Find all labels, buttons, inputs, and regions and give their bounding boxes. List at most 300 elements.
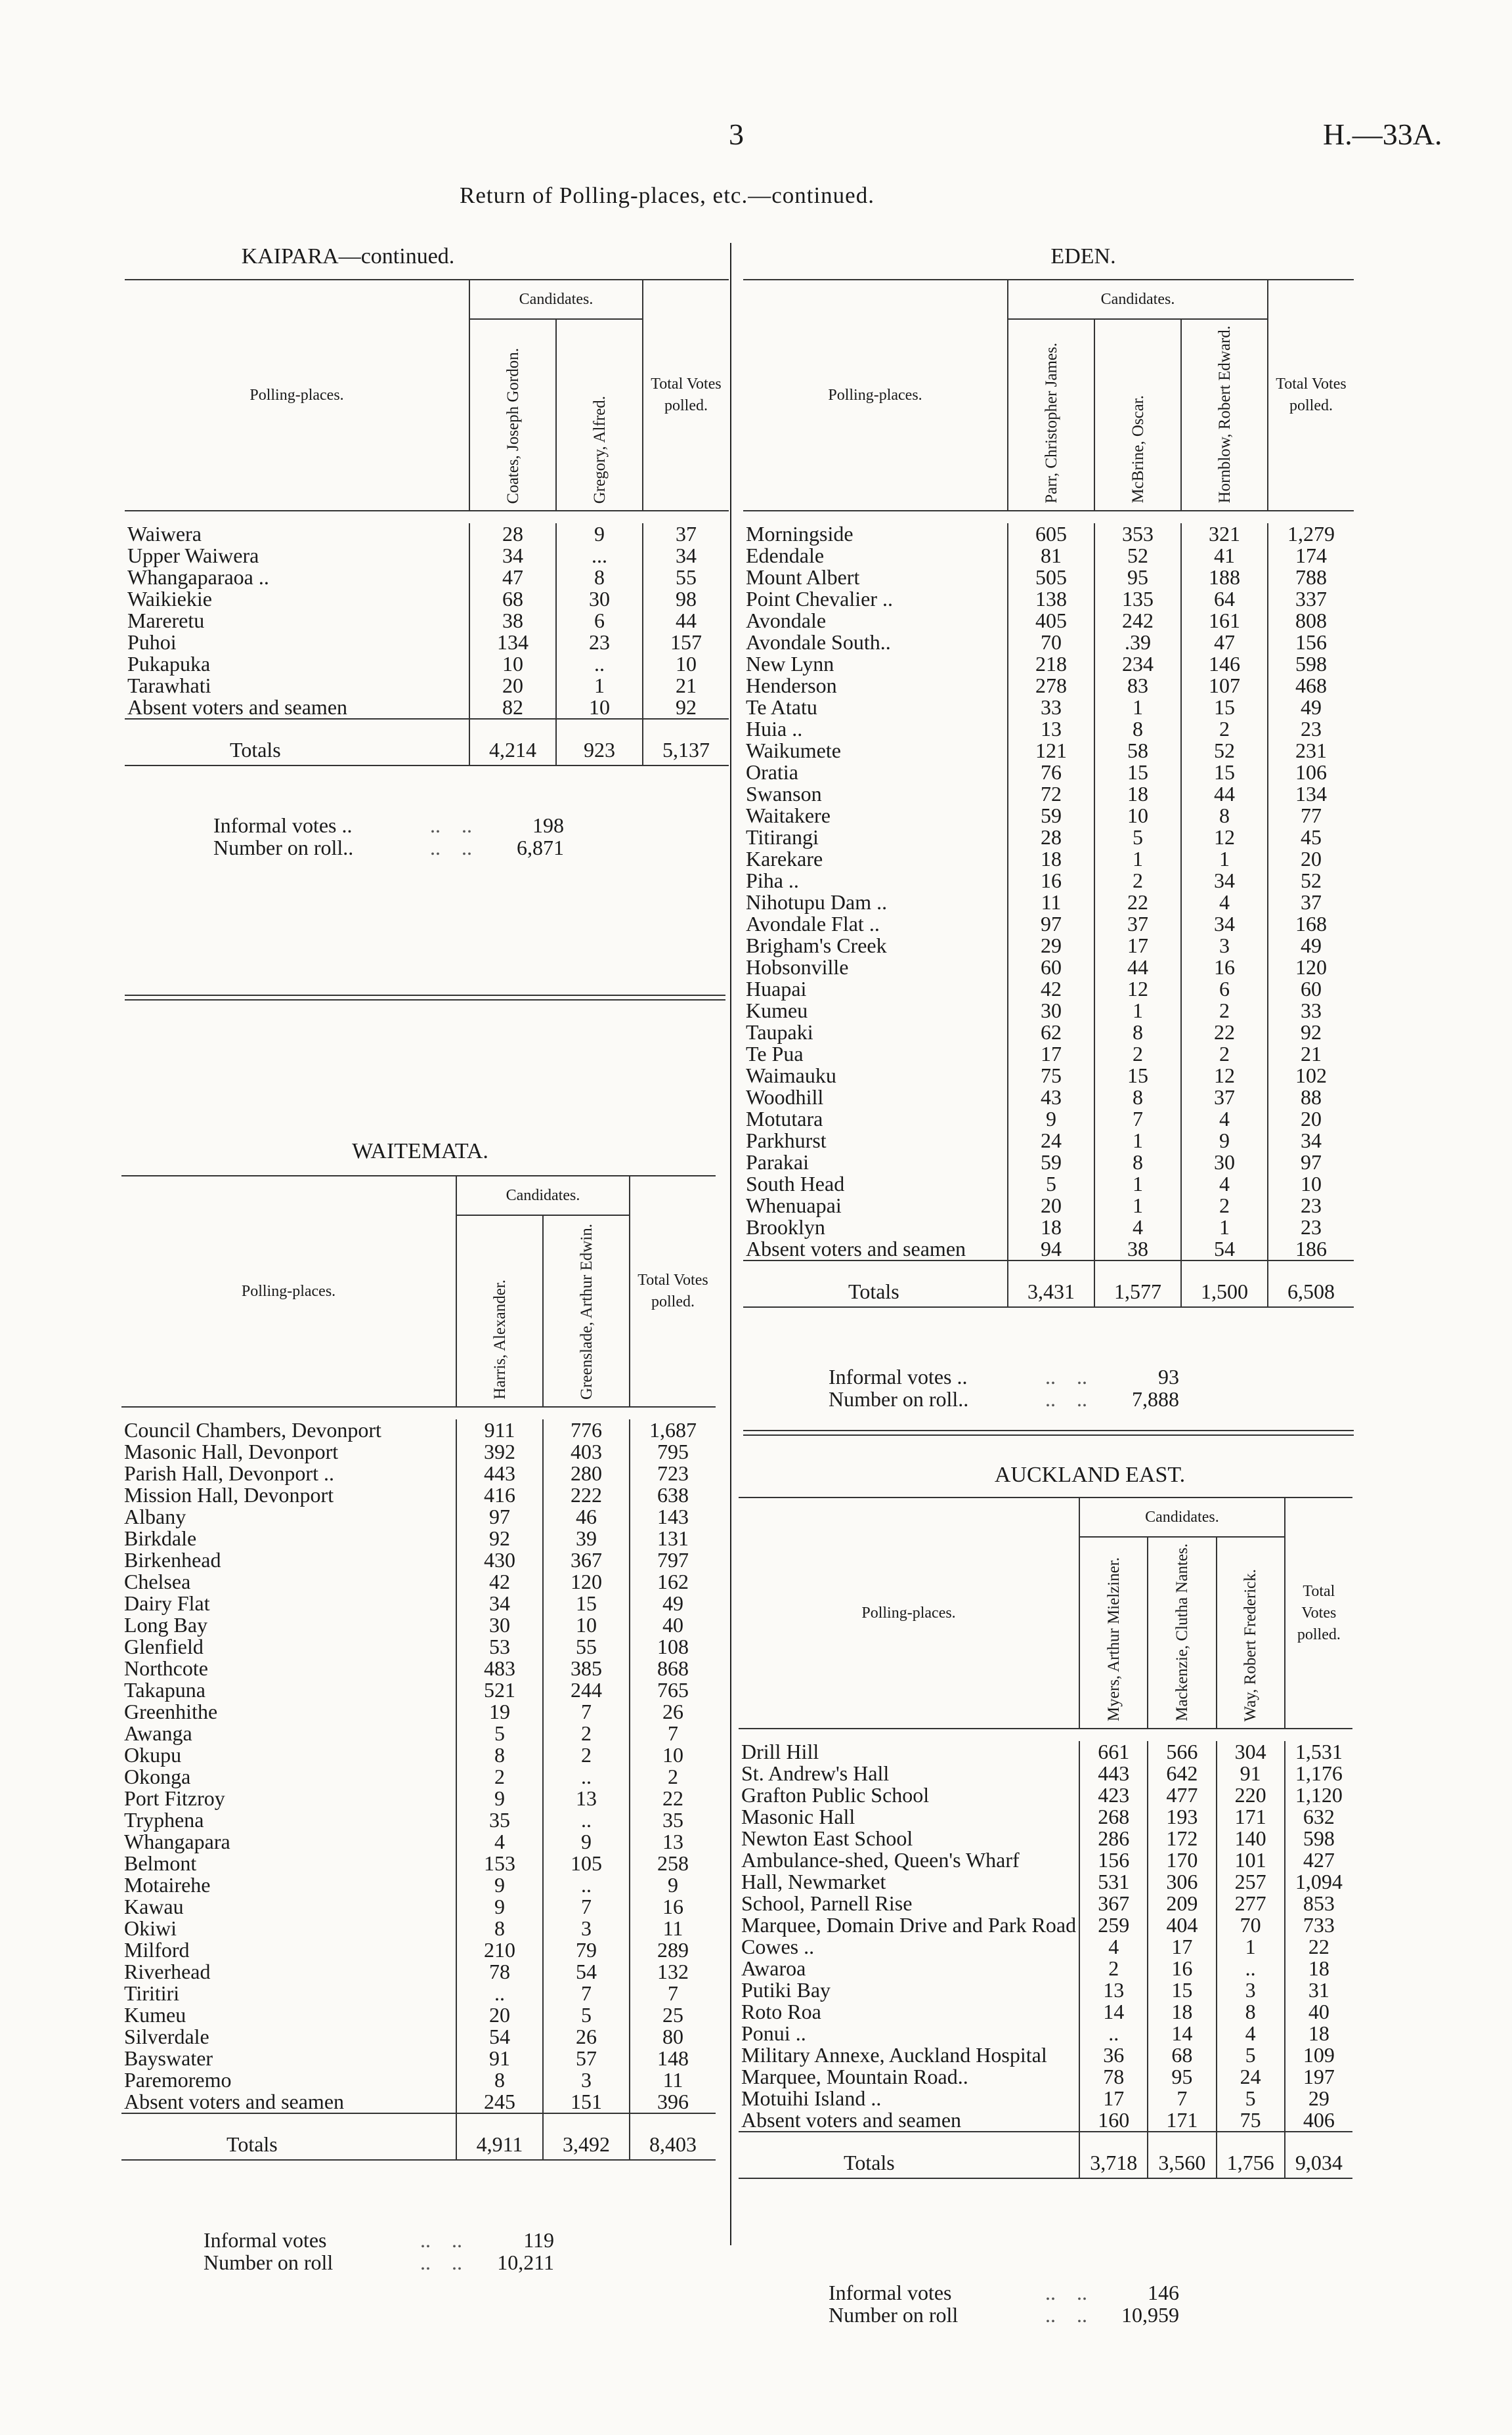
candidate-votes: 54 xyxy=(1181,1238,1268,1261)
candidate-votes: 9 xyxy=(456,1874,543,1896)
totals-label: Totals xyxy=(743,1261,1008,1307)
table-row xyxy=(125,653,729,675)
candidate-votes: 15 xyxy=(1181,762,1268,783)
table-row xyxy=(125,523,729,545)
polling-place: Birkdale xyxy=(124,1526,197,1550)
candidate-votes: 9 xyxy=(1008,1108,1094,1130)
candidate-votes: 46 xyxy=(543,1506,630,1528)
candidate-votes: 403 xyxy=(543,1441,630,1463)
candidate-votes: 6 xyxy=(1181,978,1268,1000)
candidate-votes: 7 xyxy=(543,1701,630,1723)
total-votes: 33 xyxy=(1268,1000,1354,1022)
table-row xyxy=(121,1528,716,1549)
total-votes: 638 xyxy=(630,1484,716,1506)
polling-place: Ponui .. xyxy=(741,2021,806,2045)
table-row xyxy=(739,1828,1352,1849)
eden-candidate-name-text: McBrine, Oscar. xyxy=(1129,395,1147,504)
candidate-votes: 58 xyxy=(1094,740,1181,762)
eden-candidate-name-text: Parr, Christopher James. xyxy=(1042,343,1060,504)
candidate-votes: 416 xyxy=(456,1484,543,1506)
polling-place: St. Andrew's Hall xyxy=(741,1761,890,1785)
table-row xyxy=(739,1849,1352,1871)
total-votes: 92 xyxy=(1268,1022,1354,1043)
table-row xyxy=(739,2066,1352,2088)
candidate-votes: 134 xyxy=(469,632,556,653)
auckland-east-roll-value: 10,959 xyxy=(1121,2303,1179,2327)
eden-roll-label: Number on roll.. xyxy=(829,1387,969,1411)
table-row xyxy=(121,1701,716,1723)
candidate-votes: 566 xyxy=(1148,1741,1216,1763)
table-row xyxy=(739,2044,1352,2066)
candidate-votes: ... xyxy=(556,545,643,567)
total-votes: 156 xyxy=(1268,632,1354,653)
candidate-votes: 8 xyxy=(1181,805,1268,827)
waitemata-title: WAITEMATA. xyxy=(352,1139,488,1163)
candidate-votes: 37 xyxy=(1094,913,1181,935)
candidate-total: 3,560 xyxy=(1148,2132,1216,2178)
candidate-votes: 10 xyxy=(1094,805,1181,827)
polling-place: Karekare xyxy=(746,847,823,871)
candidate-votes: 483 xyxy=(456,1658,543,1679)
candidate-votes: .. xyxy=(1079,2023,1148,2044)
total-votes: 733 xyxy=(1285,1914,1352,1936)
candidate-votes: 18 xyxy=(1008,1217,1094,1238)
polling-place: Ambulance-shed, Queen's Wharf xyxy=(741,1848,1020,1872)
candidate-votes: 423 xyxy=(1079,1784,1148,1806)
candidate-votes: 79 xyxy=(543,1939,630,1961)
table-row xyxy=(121,1484,716,1506)
candidate-votes: 60 xyxy=(1008,957,1094,978)
candidate-votes: 15 xyxy=(543,1593,630,1614)
candidate-votes: 321 xyxy=(1181,523,1268,545)
total-votes: 18 xyxy=(1285,2023,1352,2044)
candidate-votes: 94 xyxy=(1008,1238,1094,1261)
candidate-votes: .. xyxy=(543,1766,630,1788)
polling-place: Puhoi xyxy=(127,630,177,654)
table-row xyxy=(743,1108,1354,1130)
polling-place: Brooklyn xyxy=(746,1215,825,1239)
polling-place: Mission Hall, Devonport xyxy=(124,1483,334,1507)
polling-place: Brigham's Creek xyxy=(746,934,887,957)
candidate-votes: 171 xyxy=(1148,2109,1216,2132)
eden-candidate-name xyxy=(1094,319,1181,511)
table-row xyxy=(121,2069,716,2091)
polling-place: Avondale Flat .. xyxy=(746,912,880,936)
auckland-east-summary: Informal votes .. .. 146 Number on roll .. .. 10,959 xyxy=(829,2281,1179,2327)
candidate-votes: 37 xyxy=(1181,1087,1268,1108)
total-votes: 31 xyxy=(1285,1979,1352,2001)
table-row xyxy=(121,1831,716,1853)
total-votes: 37 xyxy=(1268,892,1354,913)
eden-table xyxy=(743,279,1354,1308)
table-row xyxy=(739,1806,1352,1828)
candidate-votes: 17 xyxy=(1148,1936,1216,1958)
table-row xyxy=(121,1636,716,1658)
polling-place: Kumeu xyxy=(124,2003,186,2027)
table-row xyxy=(739,1871,1352,1893)
auckland-east-candidate-name-text: Mackenzie, Clutha Nantes. xyxy=(1173,1543,1191,1721)
total-votes: 35 xyxy=(630,1809,716,1831)
candidate-votes: 17 xyxy=(1094,935,1181,957)
polling-place: Hobsonville xyxy=(746,955,849,979)
table-row xyxy=(743,1238,1354,1261)
candidate-votes: 41 xyxy=(1181,545,1268,567)
total-votes: 44 xyxy=(643,610,729,632)
waitemata-polling-places-header: Polling-places. xyxy=(121,1176,456,1407)
polling-place: Te Pua xyxy=(746,1042,804,1066)
eden-candidate-name xyxy=(1181,319,1268,511)
candidate-votes: 3 xyxy=(543,2069,630,2091)
waitemata-candidate-name xyxy=(456,1215,543,1407)
candidate-votes: 6 xyxy=(556,610,643,632)
table-row xyxy=(121,1679,716,1701)
total-votes: 7 xyxy=(630,1723,716,1744)
total-votes: 109 xyxy=(1285,2044,1352,2066)
candidate-votes: 33 xyxy=(1008,697,1094,718)
table-row xyxy=(121,1593,716,1614)
polling-place: Takapuna xyxy=(124,1678,205,1702)
column-divider xyxy=(730,243,731,2245)
kaipara-total-votes-header: Total Votes polled. xyxy=(643,280,729,511)
candidate-votes: 15 xyxy=(1094,1065,1181,1087)
polling-place: Edendale xyxy=(746,544,825,567)
table-row xyxy=(121,1571,716,1593)
polling-place: Waitakere xyxy=(746,804,831,827)
table-row xyxy=(121,2048,716,2069)
table-row xyxy=(125,632,729,653)
table-row xyxy=(739,1936,1352,1958)
candidate-votes: 4 xyxy=(1181,1173,1268,1195)
table-row xyxy=(121,2004,716,2026)
table-row xyxy=(743,697,1354,718)
polling-place: Titirangi xyxy=(746,825,819,849)
candidate-votes: 1 xyxy=(1094,848,1181,870)
eden-header-row xyxy=(743,280,1354,319)
candidate-votes: 76 xyxy=(1008,762,1094,783)
total-votes: 34 xyxy=(643,545,729,567)
candidate-votes: 16 xyxy=(1181,957,1268,978)
polling-place: Waikumete xyxy=(746,739,841,762)
table-row xyxy=(121,1419,716,1441)
total-votes: 598 xyxy=(1285,1828,1352,1849)
polling-place: Huapai xyxy=(746,977,807,1001)
table-row xyxy=(743,913,1354,935)
candidate-votes: 2 xyxy=(1094,1043,1181,1065)
table-row xyxy=(743,718,1354,740)
total-votes: 106 xyxy=(1268,762,1354,783)
total-votes: 26 xyxy=(630,1701,716,1723)
table-row xyxy=(743,1152,1354,1173)
table-row xyxy=(739,2023,1352,2044)
candidate-votes: 3 xyxy=(1217,1979,1285,2001)
candidate-votes: 8 xyxy=(1094,718,1181,740)
polling-place: Hall, Newmarket xyxy=(741,1870,886,1893)
candidate-votes: 392 xyxy=(456,1441,543,1463)
candidate-votes: 244 xyxy=(543,1679,630,1701)
table-row xyxy=(121,1853,716,1874)
polling-place: Te Atatu xyxy=(746,695,817,719)
table-row xyxy=(125,697,729,719)
polling-place: Absent voters and seamen xyxy=(741,2108,962,2132)
table-row xyxy=(743,783,1354,805)
return-title: Return of Polling-places, etc.—continued. xyxy=(460,183,875,208)
polling-place: Pukapuka xyxy=(127,652,211,676)
candidate-votes: 72 xyxy=(1008,783,1094,805)
polling-place: Dairy Flat xyxy=(124,1591,210,1615)
total-votes: 1,279 xyxy=(1268,523,1354,545)
table-row xyxy=(121,1549,716,1571)
candidate-votes: 3 xyxy=(1181,935,1268,957)
kaipara-informal-value: 198 xyxy=(532,813,564,837)
eden-totals-row xyxy=(743,1261,1354,1307)
total-votes: 2 xyxy=(630,1766,716,1788)
candidate-votes: 39 xyxy=(543,1528,630,1549)
candidate-votes: 95 xyxy=(1094,567,1181,588)
polling-place: Albany xyxy=(124,1505,186,1528)
total-votes: 1,687 xyxy=(630,1419,716,1441)
polling-place: Henderson xyxy=(746,674,837,697)
table-row xyxy=(743,762,1354,783)
total-votes: 11 xyxy=(630,2069,716,2091)
total-votes: 1,120 xyxy=(1285,1784,1352,1806)
candidate-votes: 13 xyxy=(1079,1979,1148,2001)
table-row xyxy=(743,1022,1354,1043)
waitemata-informal-label: Informal votes xyxy=(204,2228,327,2252)
candidate-votes: 19 xyxy=(456,1701,543,1723)
total-votes: 795 xyxy=(630,1441,716,1463)
table-row xyxy=(743,1043,1354,1065)
auckland-east-candidate-name xyxy=(1217,1537,1285,1729)
candidate-votes: 15 xyxy=(1094,762,1181,783)
candidate-votes: 5 xyxy=(456,1723,543,1744)
candidate-votes: 78 xyxy=(1079,2066,1148,2088)
polling-place: Waimauku xyxy=(746,1064,836,1087)
table-row xyxy=(743,567,1354,588)
candidate-total: 4,911 xyxy=(456,2113,543,2160)
auckland-east-total-votes-header: Total Votes polled. xyxy=(1285,1498,1352,1729)
candidate-votes: 52 xyxy=(1094,545,1181,567)
candidate-votes: 2 xyxy=(1181,718,1268,740)
polling-place: Motuihi Island .. xyxy=(741,2086,882,2110)
candidate-votes: 9 xyxy=(543,1831,630,1853)
total-votes: 40 xyxy=(1285,2001,1352,2023)
table-row xyxy=(743,978,1354,1000)
total-votes: 88 xyxy=(1268,1087,1354,1108)
total-votes: 143 xyxy=(630,1506,716,1528)
total-votes: 37 xyxy=(643,523,729,545)
grand-total: 8,403 xyxy=(630,2113,716,2160)
candidate-votes: 2 xyxy=(543,1723,630,1744)
candidate-votes: 81 xyxy=(1008,545,1094,567)
total-votes: 22 xyxy=(1285,1936,1352,1958)
polling-place: Okonga xyxy=(124,1765,191,1788)
kaipara-candidates-header: Candidates. xyxy=(469,280,643,319)
candidate-votes: 2 xyxy=(1181,1195,1268,1217)
waitemata-roll-value: 10,211 xyxy=(497,2251,554,2274)
total-votes: 197 xyxy=(1285,2066,1352,2088)
candidate-votes: 83 xyxy=(1094,675,1181,697)
candidate-votes: 120 xyxy=(543,1571,630,1593)
polling-place: Drill Hill xyxy=(741,1740,819,1763)
candidate-total: 1,577 xyxy=(1094,1261,1181,1307)
candidate-total: 3,718 xyxy=(1079,2132,1148,2178)
candidate-votes: 2 xyxy=(1181,1000,1268,1022)
eden-polling-places-header: Polling-places. xyxy=(743,280,1008,511)
candidate-votes: 107 xyxy=(1181,675,1268,697)
candidate-votes: 30 xyxy=(456,1614,543,1636)
kaipara-end-rule xyxy=(125,995,725,1001)
total-votes: 21 xyxy=(1268,1043,1354,1065)
polling-place: Tiritiri xyxy=(124,1981,180,2005)
candidate-votes: 4 xyxy=(456,1831,543,1853)
candidate-votes: 443 xyxy=(456,1463,543,1484)
waitemata-roll-label: Number on roll xyxy=(204,2251,334,2274)
candidate-votes: 404 xyxy=(1148,1914,1216,1936)
candidate-votes: 59 xyxy=(1008,805,1094,827)
candidate-votes: 75 xyxy=(1008,1065,1094,1087)
candidate-votes: 15 xyxy=(1181,697,1268,718)
total-votes: 97 xyxy=(1268,1152,1354,1173)
total-votes: 49 xyxy=(1268,697,1354,718)
total-votes: 131 xyxy=(630,1528,716,1549)
candidate-votes: 12 xyxy=(1181,827,1268,848)
table-row xyxy=(743,870,1354,892)
polling-place: Northcote xyxy=(124,1656,208,1680)
table-row xyxy=(743,675,1354,697)
table-row xyxy=(739,2088,1352,2109)
waitemata-candidates-header: Candidates. xyxy=(456,1176,630,1215)
candidate-votes: .39 xyxy=(1094,632,1181,653)
candidate-votes: 188 xyxy=(1181,567,1268,588)
polling-place: Marquee, Domain Drive and Park Road xyxy=(741,1913,1077,1937)
table-row xyxy=(121,1788,716,1809)
polling-place: Swanson xyxy=(746,782,822,806)
total-votes: 186 xyxy=(1268,1238,1354,1261)
candidate-votes: 1 xyxy=(1094,1173,1181,1195)
candidate-votes: 35 xyxy=(456,1809,543,1831)
polling-place: Military Annexe, Auckland Hospital xyxy=(741,2043,1047,2067)
candidate-votes: 121 xyxy=(1008,740,1094,762)
candidate-votes: 911 xyxy=(456,1419,543,1441)
eden-informal-label: Informal votes .. xyxy=(829,1365,968,1389)
polling-place: Belmont xyxy=(124,1851,197,1875)
candidate-votes: 70 xyxy=(1008,632,1094,653)
table-row xyxy=(743,1000,1354,1022)
polling-place: Mount Albert xyxy=(746,565,860,589)
auckland-east-candidate-name xyxy=(1148,1537,1216,1729)
total-votes: 80 xyxy=(630,2026,716,2048)
candidate-votes: 68 xyxy=(1148,2044,1216,2066)
candidate-votes: 34 xyxy=(456,1593,543,1614)
total-votes: 16 xyxy=(630,1896,716,1918)
auckland-east-title: AUCKLAND EAST. xyxy=(994,1463,1186,1487)
candidate-votes: 38 xyxy=(469,610,556,632)
candidate-votes: .. xyxy=(543,1809,630,1831)
candidate-votes: 47 xyxy=(1181,632,1268,653)
table-row xyxy=(121,1506,716,1528)
auckland-east-roll-label: Number on roll xyxy=(829,2303,959,2327)
table-row xyxy=(739,1741,1352,1763)
table-row xyxy=(743,892,1354,913)
candidate-votes: 55 xyxy=(543,1636,630,1658)
total-votes: 108 xyxy=(630,1636,716,1658)
table-row xyxy=(743,632,1354,653)
total-votes: 396 xyxy=(630,2091,716,2113)
total-votes: 765 xyxy=(630,1679,716,1701)
totals-label: Totals xyxy=(121,2113,456,2160)
candidate-votes: 218 xyxy=(1008,653,1094,675)
kaipara-polling-places-header: Polling-places. xyxy=(125,280,469,511)
total-votes: 40 xyxy=(630,1614,716,1636)
candidate-votes: 91 xyxy=(1217,1763,1285,1784)
polling-place: Port Fitzroy xyxy=(124,1786,225,1810)
polling-place: Roto Roa xyxy=(741,2000,821,2023)
candidate-votes: 42 xyxy=(1008,978,1094,1000)
candidate-votes: 9 xyxy=(456,1896,543,1918)
total-votes: 157 xyxy=(643,632,729,653)
candidate-votes: 161 xyxy=(1181,610,1268,632)
eden-end-rule xyxy=(743,1430,1354,1436)
table-row xyxy=(743,848,1354,870)
candidate-votes: 146 xyxy=(1181,653,1268,675)
candidate-votes: 193 xyxy=(1148,1806,1216,1828)
candidate-votes: 23 xyxy=(556,632,643,653)
candidate-votes: 9 xyxy=(556,523,643,545)
candidate-votes: 242 xyxy=(1094,610,1181,632)
candidate-votes: 9 xyxy=(456,1788,543,1809)
auckland-east-informal-label: Informal votes xyxy=(829,2281,952,2304)
candidate-total: 1,500 xyxy=(1181,1261,1268,1307)
candidate-votes: 1 xyxy=(1094,1195,1181,1217)
candidate-votes: 306 xyxy=(1148,1871,1216,1893)
waitemata-summary: Informal votes .. .. 119 Number on roll .. .. 10,211 xyxy=(204,2228,554,2274)
candidate-votes: 30 xyxy=(1181,1152,1268,1173)
candidate-votes: 18 xyxy=(1094,783,1181,805)
table-row xyxy=(121,1658,716,1679)
auckland-east-candidate-name-text: Way, Robert Frederick. xyxy=(1242,1568,1260,1721)
candidate-votes: 10 xyxy=(556,697,643,719)
candidate-votes: 605 xyxy=(1008,523,1094,545)
total-votes: 1,176 xyxy=(1285,1763,1352,1784)
candidate-votes: 405 xyxy=(1008,610,1094,632)
polling-place: Bayswater xyxy=(124,2046,213,2070)
polling-place: Nihotupu Dam .. xyxy=(746,890,888,914)
polling-place: Grafton Public School xyxy=(741,1783,930,1807)
total-votes: 52 xyxy=(1268,870,1354,892)
total-votes: 162 xyxy=(630,1571,716,1593)
polling-place: Tryphena xyxy=(124,1808,204,1832)
candidate-votes: .. xyxy=(1217,1958,1285,1979)
eden-summary: Informal votes .. .. .. 93 Number on roll.. .. .. 7,888 xyxy=(829,1365,1179,1411)
table-row xyxy=(743,805,1354,827)
total-votes: 9 xyxy=(630,1874,716,1896)
table-row xyxy=(739,1979,1352,2001)
candidate-votes: 8 xyxy=(456,1918,543,1939)
polling-place: Morningside xyxy=(746,522,853,546)
table-row xyxy=(121,1766,716,1788)
table-row xyxy=(743,1173,1354,1195)
polling-place: Absent voters and seamen xyxy=(124,2090,345,2113)
candidate-votes: 28 xyxy=(469,523,556,545)
candidate-votes: 5 xyxy=(543,2004,630,2026)
polling-place: Oratia xyxy=(746,760,798,784)
candidate-votes: 172 xyxy=(1148,1828,1216,1849)
candidate-votes: 82 xyxy=(469,697,556,719)
table-row xyxy=(739,1914,1352,1936)
table-row xyxy=(125,545,729,567)
table-row xyxy=(739,2109,1352,2132)
candidate-votes: 2 xyxy=(1181,1043,1268,1065)
